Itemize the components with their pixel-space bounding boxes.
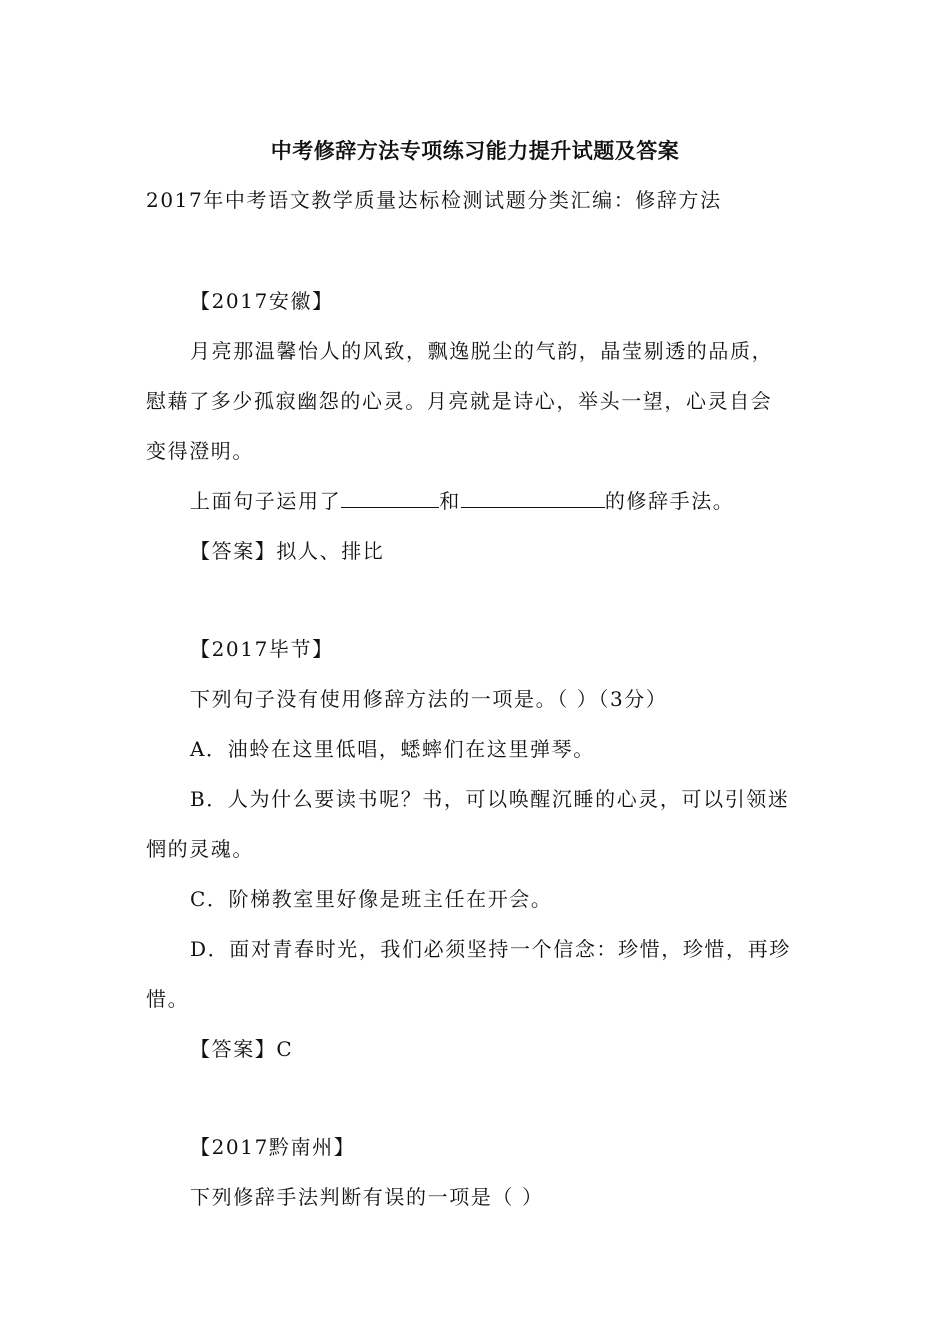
passage-line: 变得澄明。 — [146, 439, 254, 463]
fill-blank-question — [190, 487, 734, 515]
question-line: 下列修辞手法判断有误的一项是（ ） — [190, 1185, 544, 1209]
option-d-continued: 惜。 — [146, 987, 190, 1011]
question-line: 下列句子没有使用修辞方法的一项是。（ ）（3分） — [190, 687, 668, 711]
option-b-continued: 惘的灵魂。 — [146, 837, 254, 861]
answer-blank — [341, 487, 439, 508]
answer-line: 【答案】拟人、排比 — [190, 539, 385, 563]
question-text: 和 — [439, 489, 461, 513]
section-tag-qiannan: 【2017黔南州】 — [190, 1135, 356, 1159]
question-text: 的修辞手法。 — [604, 489, 735, 513]
passage-line: 月亮那温馨怡人的风致，飘逸脱尘的气韵，晶莹剔透的品质， — [190, 339, 774, 363]
section-tag-anhui: 【2017安徽】 — [190, 289, 334, 313]
passage-line: 慰藉了多少孤寂幽怨的心灵。月亮就是诗心，举头一望，心灵自会 — [146, 389, 773, 413]
option-b: B．人为什么要读书呢？书，可以唤醒沉睡的心灵，可以引领迷 — [190, 787, 790, 811]
option-d: D．面对青春时光，我们必须坚持一个信念：珍惜，珍惜，再珍 — [190, 937, 791, 961]
document-title: 中考修辞方法专项练习能力提升试题及答案 — [270, 139, 680, 163]
document-subtitle: 2017年中考语文教学质量达标检测试题分类汇编：修辞方法 — [146, 188, 722, 212]
section-tag-bijie: 【2017毕节】 — [190, 637, 334, 661]
option-c: C．阶梯教室里好像是班主任在开会。 — [190, 887, 553, 911]
answer-blank — [461, 487, 605, 508]
option-a: A．油蛉在这里低唱，蟋蟀们在这里弹琴。 — [190, 737, 595, 761]
question-text: 上面句子运用了 — [190, 489, 342, 513]
answer-line: 【答案】C — [190, 1037, 294, 1061]
